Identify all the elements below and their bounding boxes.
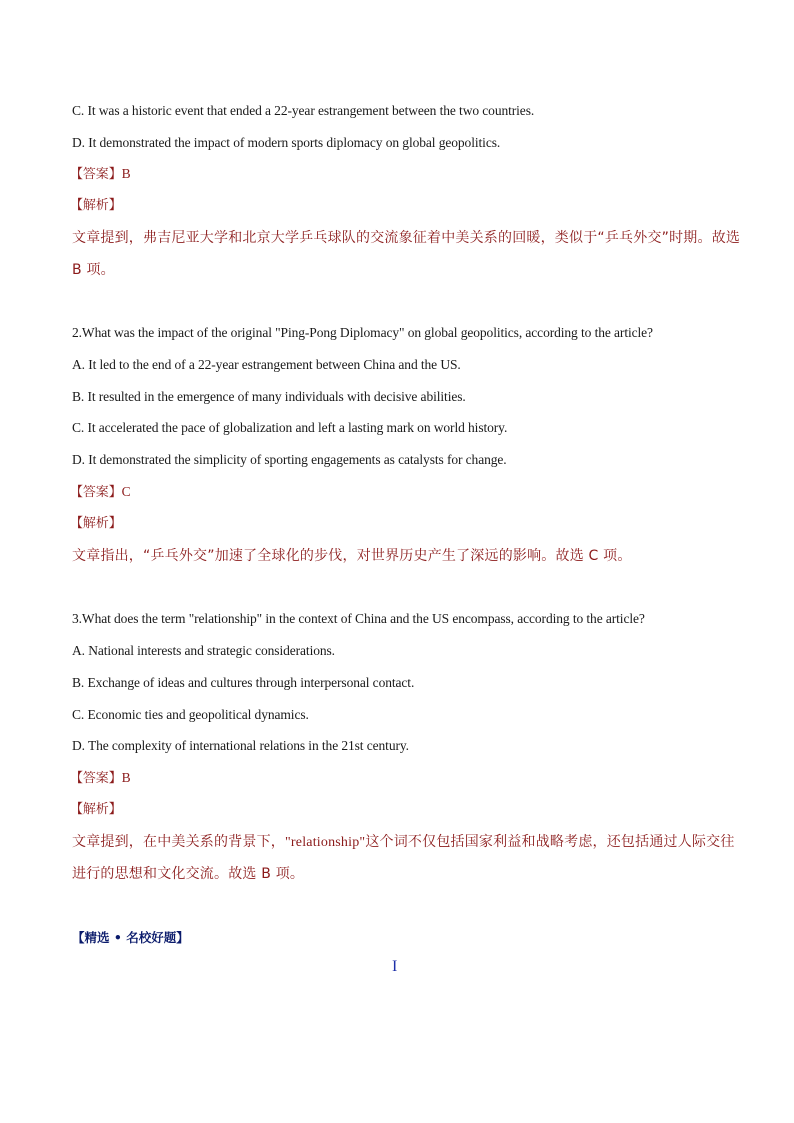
q2-answer <box>70 482 131 503</box>
analysis-term: "relationship" <box>285 835 366 850</box>
q3-analysis-label: 【解析】 <box>70 802 122 817</box>
q2-question: 2.What was the impact of the original "Ping-Pong Diplomacy" on global geopolitics, according to the article? <box>72 325 653 340</box>
q2-option-a: A. It led to the end of a 22-year estrangement between China and the US. <box>72 357 461 372</box>
q3-option-b: B. Exchange of ideas and cultures through interpersonal contact. <box>72 675 415 690</box>
answer-label: 【答案】 <box>70 771 122 786</box>
q1-answer <box>70 164 131 185</box>
analysis-text-post: 这个词不仅包括国家利益和战略考虑，还包括通过人际交往 <box>365 834 735 850</box>
q3-option-a: A. National interests and strategic considerations. <box>72 643 335 658</box>
q3-option-d: D. The complexity of international relations in the 21st century. <box>72 738 409 753</box>
q3-option-c: C. Economic ties and geopolitical dynamics. <box>72 707 309 722</box>
answer-value: B <box>121 770 131 785</box>
answer-label: 【答案】 <box>70 167 122 182</box>
q1-option-d: D. It demonstrated the impact of modern sports diplomacy on global geopolitics. <box>72 135 501 150</box>
section-title: 【精选 • 名校好题】 <box>72 930 189 945</box>
answer-label: 【答案】 <box>70 485 122 500</box>
q1-analysis-line1: 文章提到，弗吉尼亚大学和北京大学乒乓球队的交流象征着中美关系的回暖，类似于“乒乓外交”时期。故选 <box>72 230 741 246</box>
q1-analysis-line2: B 项。 <box>72 262 115 278</box>
q2-option-d: D. It demonstrated the simplicity of sporting engagements as catalysts for change. <box>72 452 507 467</box>
q3-analysis-line1 <box>72 832 735 853</box>
q1-option-c: C. It was a historic event that ended a 22-year estrangement between the two countries. <box>72 103 535 118</box>
section-numeral: I <box>392 958 398 975</box>
answer-value: C <box>121 484 131 499</box>
analysis-text-pre: 文章提到，在中美关系的背景下， <box>72 834 285 850</box>
q1-analysis-label: 【解析】 <box>70 198 122 213</box>
q2-analysis-label: 【解析】 <box>70 516 122 531</box>
q2-option-b: B. It resulted in the emergence of many individuals with decisive abilities. <box>72 389 466 404</box>
q3-analysis-line2: 进行的思想和文化交流。故选 B 项。 <box>72 866 305 882</box>
q3-question: 3.What does the term "relationship" in the context of China and the US encompass, according to the article? <box>72 611 645 626</box>
q3-answer <box>70 768 131 789</box>
q2-analysis-line1: 文章指出，“乒乓外交”加速了全球化的步伐，对世界历史产生了深远的影响。故选 C 项。 <box>72 548 632 564</box>
q2-option-c: C. It accelerated the pace of globalization and left a lasting mark on world history. <box>72 420 508 435</box>
answer-value: B <box>121 166 131 181</box>
